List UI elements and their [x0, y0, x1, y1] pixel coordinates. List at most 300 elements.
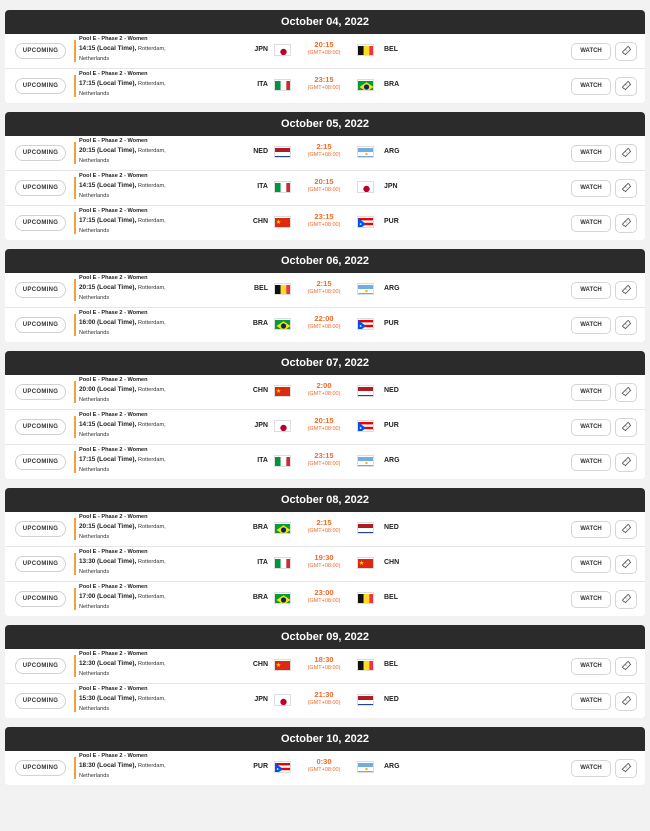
ticket-icon: [621, 384, 632, 402]
venue-city: Rotterdam,: [138, 285, 166, 292]
local-time-line: [79, 318, 229, 328]
kickoff-time: 19:30: [314, 553, 334, 562]
kickoff-time-block: [294, 690, 354, 708]
day-date-header: October 10, 2022: [5, 727, 645, 751]
status-badge: UPCOMING: [15, 78, 66, 94]
away-flag: [357, 146, 374, 158]
day-date-header: October 08, 2022: [5, 488, 645, 512]
away-flag: [357, 557, 374, 569]
venue-country: Netherlands: [79, 329, 110, 336]
match-row[interactable]: [5, 751, 645, 785]
watch-button[interactable]: WATCH: [571, 78, 611, 95]
away-team-code[interactable]: BRA: [384, 81, 400, 88]
kickoff-time: 23:15: [314, 212, 334, 221]
home-flag: [274, 181, 291, 193]
local-time-line: [79, 79, 229, 89]
home-flag: [274, 557, 291, 569]
local-time-suffix: (Local Time),: [97, 80, 137, 88]
ticket-button[interactable]: [615, 383, 637, 402]
away-team-code[interactable]: CHN: [384, 559, 400, 566]
match-row[interactable]: [5, 582, 645, 616]
timezone-label: (GMT+08:00): [307, 289, 341, 295]
home-flag: [274, 146, 291, 158]
local-time-suffix: (Local Time),: [97, 456, 137, 464]
local-time-suffix: (Local Time),: [97, 319, 137, 327]
match-info: [79, 446, 229, 475]
ticket-button[interactable]: [615, 520, 637, 539]
venue-country: Netherlands: [79, 294, 110, 301]
away-team-code[interactable]: ARG: [384, 285, 400, 292]
away-flag: [357, 420, 374, 432]
watch-button[interactable]: WATCH: [571, 454, 611, 471]
local-time-line: [79, 694, 229, 704]
match-info: [79, 207, 229, 236]
pool-label: Pool E - Phase 2 - Women: [79, 651, 148, 657]
status-badge: UPCOMING: [15, 591, 66, 607]
watch-button[interactable]: WATCH: [571, 317, 611, 334]
home-flag: [274, 216, 291, 228]
pool-label: Pool E - Phase 2 - Women: [79, 447, 148, 453]
local-time-line: [79, 522, 229, 532]
match-row[interactable]: [5, 512, 645, 547]
home-team-code[interactable]: ITA: [257, 457, 268, 464]
away-flag: [357, 761, 374, 773]
venue-city: Rotterdam,: [138, 387, 166, 394]
ticket-button[interactable]: [615, 453, 637, 472]
match-list: [5, 273, 645, 342]
venue-country: Netherlands: [79, 192, 110, 199]
match-info: [79, 376, 229, 405]
kickoff-time-block: [294, 655, 354, 673]
kickoff-time-block: [294, 177, 354, 195]
timezone-label: (GMT+08:00): [307, 598, 341, 604]
timezone-label: (GMT+08:00): [307, 563, 341, 569]
accent-divider: [74, 212, 76, 234]
home-team-code[interactable]: BRA: [252, 524, 268, 531]
home-team-code[interactable]: JPN: [254, 46, 268, 53]
watch-button[interactable]: WATCH: [571, 180, 611, 197]
accent-divider: [74, 690, 76, 712]
away-team-code[interactable]: ARG: [384, 457, 400, 464]
kickoff-time: 21:30: [314, 690, 334, 699]
day-group: [5, 112, 645, 240]
status-badge: UPCOMING: [15, 145, 66, 161]
venue-city: Rotterdam,: [138, 422, 166, 429]
match-list: [5, 512, 645, 616]
kickoff-time-block: [294, 757, 354, 775]
kickoff-time: 2:00: [316, 381, 332, 390]
kickoff-time-block: [294, 588, 354, 606]
timezone-label: (GMT+08:00): [307, 426, 341, 432]
watch-button[interactable]: WATCH: [571, 591, 611, 608]
match-row[interactable]: [5, 445, 645, 479]
away-team-code[interactable]: BEL: [384, 661, 398, 668]
watch-button[interactable]: WATCH: [571, 384, 611, 401]
venue-city: Rotterdam,: [138, 594, 166, 601]
venue-city: Rotterdam,: [138, 148, 166, 155]
watch-button[interactable]: WATCH: [571, 145, 611, 162]
match-row[interactable]: [5, 410, 645, 445]
match-list: [5, 375, 645, 479]
away-flag: [357, 592, 374, 604]
accent-divider: [74, 588, 76, 610]
pool-label: Pool E - Phase 2 - Women: [79, 173, 148, 179]
status-badge: UPCOMING: [15, 693, 66, 709]
home-team-code[interactable]: BRA: [252, 320, 268, 327]
pool-label: Pool E - Phase 2 - Women: [79, 275, 148, 281]
away-flag: [357, 181, 374, 193]
match-info: [79, 70, 229, 99]
match-info: [79, 583, 229, 612]
pool-label: Pool E - Phase 2 - Women: [79, 310, 148, 316]
home-team-code[interactable]: BEL: [254, 285, 268, 292]
away-flag: [357, 216, 374, 228]
venue-country: Netherlands: [79, 157, 110, 164]
home-team-code[interactable]: ITA: [257, 183, 268, 190]
local-time-suffix: (Local Time),: [97, 558, 137, 566]
local-time: 17:15: [79, 80, 96, 88]
match-schedule: [5, 10, 645, 794]
match-row[interactable]: [5, 273, 645, 308]
local-time-suffix: (Local Time),: [97, 147, 137, 155]
local-time: 20:00: [79, 386, 96, 394]
home-team-code[interactable]: BRA: [252, 594, 268, 601]
venue-country: Netherlands: [79, 670, 110, 677]
local-time-suffix: (Local Time),: [97, 284, 137, 292]
home-flag: [274, 385, 291, 397]
local-time: 17:15: [79, 217, 96, 225]
venue-country: Netherlands: [79, 533, 110, 540]
match-info: [79, 513, 229, 542]
kickoff-time: 18:30: [314, 655, 334, 664]
kickoff-time: 2:15: [316, 142, 332, 151]
day-date-header: October 05, 2022: [5, 112, 645, 136]
home-team-code[interactable]: ITA: [257, 559, 268, 566]
kickoff-time-block: [294, 279, 354, 297]
kickoff-time-block: [294, 553, 354, 571]
away-team-code[interactable]: ARG: [384, 763, 400, 770]
match-row[interactable]: [5, 69, 645, 103]
local-time-suffix: (Local Time),: [97, 421, 137, 429]
away-flag: [357, 385, 374, 397]
status-badge: UPCOMING: [15, 419, 66, 435]
away-flag: [357, 79, 374, 91]
day-group: [5, 625, 645, 718]
match-info: [79, 650, 229, 679]
home-flag: [274, 44, 291, 56]
kickoff-time: 23:15: [314, 75, 334, 84]
ticket-icon: [621, 760, 632, 778]
local-time-suffix: (Local Time),: [97, 593, 137, 601]
match-row[interactable]: [5, 136, 645, 171]
kickoff-time-block: [294, 518, 354, 536]
venue-city: Rotterdam,: [138, 183, 166, 190]
watch-button[interactable]: WATCH: [571, 760, 611, 777]
away-team-code[interactable]: ARG: [384, 148, 400, 155]
away-flag: [357, 455, 374, 467]
venue-country: Netherlands: [79, 431, 110, 438]
local-time-suffix: (Local Time),: [97, 762, 137, 770]
ticket-button[interactable]: [615, 555, 637, 574]
pool-label: Pool E - Phase 2 - Women: [79, 71, 148, 77]
away-flag: [357, 659, 374, 671]
status-badge: UPCOMING: [15, 521, 66, 537]
local-time: 12:30: [79, 660, 96, 668]
local-time-line: [79, 420, 229, 430]
venue-country: Netherlands: [79, 227, 110, 234]
ticket-button[interactable]: [615, 759, 637, 778]
home-team-code[interactable]: CHN: [252, 661, 268, 668]
local-time-line: [79, 44, 229, 54]
day-date-header: October 04, 2022: [5, 10, 645, 34]
venue-country: Netherlands: [79, 90, 110, 97]
local-time: 20:15: [79, 147, 96, 155]
ticket-button[interactable]: [615, 692, 637, 711]
kickoff-time: 2:15: [316, 279, 332, 288]
match-list: [5, 649, 645, 718]
local-time-line: [79, 455, 229, 465]
timezone-label: (GMT+08:00): [307, 324, 341, 330]
ticket-button[interactable]: [615, 316, 637, 335]
away-team-code[interactable]: NED: [384, 696, 399, 703]
away-team-code[interactable]: PUR: [384, 320, 399, 327]
ticket-button[interactable]: [615, 657, 637, 676]
ticket-button[interactable]: [615, 77, 637, 96]
local-time-suffix: (Local Time),: [97, 523, 137, 531]
home-flag: [274, 79, 291, 91]
timezone-label: (GMT+08:00): [307, 767, 341, 773]
watch-button[interactable]: WATCH: [571, 215, 611, 232]
timezone-label: (GMT+08:00): [307, 50, 341, 56]
venue-country: Netherlands: [79, 603, 110, 610]
venue-city: Rotterdam,: [138, 524, 166, 531]
local-time-line: [79, 385, 229, 395]
day-group: [5, 10, 645, 103]
accent-divider: [74, 381, 76, 403]
watch-button[interactable]: WATCH: [571, 556, 611, 573]
local-time-suffix: (Local Time),: [97, 660, 137, 668]
day-date-header: October 07, 2022: [5, 351, 645, 375]
home-team-code[interactable]: PUR: [253, 763, 268, 770]
ticket-button[interactable]: [615, 281, 637, 300]
match-row[interactable]: [5, 308, 645, 342]
status-badge: UPCOMING: [15, 454, 66, 470]
ticket-icon: [621, 180, 632, 198]
timezone-label: (GMT+08:00): [307, 85, 341, 91]
match-list: [5, 136, 645, 240]
local-time: 18:30: [79, 762, 96, 770]
accent-divider: [74, 279, 76, 301]
day-group: [5, 488, 645, 616]
accent-divider: [74, 416, 76, 438]
local-time: 13:30: [79, 558, 96, 566]
away-team-code[interactable]: BEL: [384, 46, 398, 53]
home-team-code[interactable]: CHN: [252, 218, 268, 225]
match-info: [79, 274, 229, 303]
status-badge: UPCOMING: [15, 43, 66, 59]
venue-country: Netherlands: [79, 466, 110, 473]
kickoff-time-block: [294, 75, 354, 93]
watch-button[interactable]: WATCH: [571, 419, 611, 436]
match-info: [79, 752, 229, 781]
match-row[interactable]: [5, 547, 645, 582]
watch-button[interactable]: WATCH: [571, 282, 611, 299]
home-team-code[interactable]: ITA: [257, 81, 268, 88]
local-time-line: [79, 181, 229, 191]
venue-country: Netherlands: [79, 55, 110, 62]
local-time: 20:15: [79, 523, 96, 531]
kickoff-time-block: [294, 451, 354, 469]
kickoff-time-block: [294, 416, 354, 434]
kickoff-time: 2:15: [316, 518, 332, 527]
venue-country: Netherlands: [79, 568, 110, 575]
accent-divider: [74, 142, 76, 164]
match-info: [79, 309, 229, 338]
pool-label: Pool E - Phase 2 - Women: [79, 138, 148, 144]
accent-divider: [74, 553, 76, 575]
match-info: [79, 172, 229, 201]
pool-label: Pool E - Phase 2 - Women: [79, 377, 148, 383]
pool-label: Pool E - Phase 2 - Women: [79, 36, 148, 42]
accent-divider: [74, 451, 76, 473]
accent-divider: [74, 757, 76, 779]
ticket-icon: [621, 145, 632, 163]
ticket-button[interactable]: [615, 42, 637, 61]
away-team-code[interactable]: NED: [384, 387, 399, 394]
pool-label: Pool E - Phase 2 - Women: [79, 208, 148, 214]
home-team-code[interactable]: JPN: [254, 696, 268, 703]
status-badge: UPCOMING: [15, 556, 66, 572]
home-team-code[interactable]: JPN: [254, 422, 268, 429]
accent-divider: [74, 518, 76, 540]
kickoff-time: 20:15: [314, 40, 334, 49]
day-date-header: October 06, 2022: [5, 249, 645, 273]
ticket-button[interactable]: [615, 179, 637, 198]
local-time: 17:15: [79, 456, 96, 464]
watch-button[interactable]: WATCH: [571, 43, 611, 60]
local-time-line: [79, 659, 229, 669]
accent-divider: [74, 314, 76, 336]
kickoff-time: 0:30: [316, 757, 332, 766]
match-row[interactable]: [5, 171, 645, 206]
status-badge: UPCOMING: [15, 384, 66, 400]
venue-country: Netherlands: [79, 772, 110, 779]
ticket-button[interactable]: [615, 590, 637, 609]
local-time-suffix: (Local Time),: [97, 217, 137, 225]
local-time: 14:15: [79, 182, 96, 190]
away-flag: [357, 44, 374, 56]
kickoff-time-block: [294, 212, 354, 230]
match-row[interactable]: [5, 206, 645, 240]
away-team-code[interactable]: JPN: [384, 183, 398, 190]
kickoff-time-block: [294, 314, 354, 332]
ticket-icon: [621, 282, 632, 300]
match-info: [79, 411, 229, 440]
day-group: [5, 249, 645, 342]
accent-divider: [74, 40, 76, 62]
away-flag: [357, 283, 374, 295]
venue-country: Netherlands: [79, 705, 110, 712]
local-time-line: [79, 283, 229, 293]
local-time: 17:00: [79, 593, 96, 601]
day-group: [5, 727, 645, 785]
timezone-label: (GMT+08:00): [307, 222, 341, 228]
timezone-label: (GMT+08:00): [307, 528, 341, 534]
venue-city: Rotterdam,: [138, 559, 166, 566]
ticket-button[interactable]: [615, 418, 637, 437]
home-team-code[interactable]: NED: [253, 148, 268, 155]
watch-button[interactable]: WATCH: [571, 521, 611, 538]
local-time: 15:30: [79, 695, 96, 703]
ticket-button[interactable]: [615, 144, 637, 163]
match-info: [79, 685, 229, 714]
local-time: 16:00: [79, 319, 96, 327]
home-flag: [274, 283, 291, 295]
ticket-icon: [621, 454, 632, 472]
match-row[interactable]: [5, 684, 645, 718]
local-time-line: [79, 592, 229, 602]
venue-city: Rotterdam,: [138, 81, 166, 88]
match-row[interactable]: [5, 375, 645, 410]
ticket-button[interactable]: [615, 214, 637, 233]
local-time-line: [79, 761, 229, 771]
kickoff-time: 20:15: [314, 177, 334, 186]
home-team-code[interactable]: CHN: [252, 387, 268, 394]
ticket-icon: [621, 317, 632, 335]
home-flag: [274, 694, 291, 706]
away-flag: [357, 522, 374, 534]
kickoff-time: 20:15: [314, 416, 334, 425]
away-flag: [357, 318, 374, 330]
away-team-code[interactable]: PUR: [384, 422, 399, 429]
home-flag: [274, 761, 291, 773]
match-row[interactable]: [5, 649, 645, 684]
match-row[interactable]: [5, 34, 645, 69]
away-team-code[interactable]: NED: [384, 524, 399, 531]
ticket-icon: [621, 419, 632, 437]
venue-city: Rotterdam,: [138, 661, 166, 668]
match-info: [79, 137, 229, 166]
watch-button[interactable]: WATCH: [571, 658, 611, 675]
accent-divider: [74, 655, 76, 677]
watch-button[interactable]: WATCH: [571, 693, 611, 710]
local-time-suffix: (Local Time),: [97, 695, 137, 703]
away-team-code[interactable]: BEL: [384, 594, 398, 601]
away-team-code[interactable]: PUR: [384, 218, 399, 225]
match-list: [5, 34, 645, 103]
status-badge: UPCOMING: [15, 215, 66, 231]
day-group: [5, 351, 645, 479]
local-time-suffix: (Local Time),: [97, 182, 137, 190]
day-date-header: October 09, 2022: [5, 625, 645, 649]
ticket-icon: [621, 78, 632, 96]
pool-label: Pool E - Phase 2 - Women: [79, 753, 148, 759]
venue-city: Rotterdam,: [138, 218, 166, 225]
timezone-label: (GMT+08:00): [307, 665, 341, 671]
local-time-suffix: (Local Time),: [97, 386, 137, 394]
timezone-label: (GMT+08:00): [307, 152, 341, 158]
ticket-icon: [621, 556, 632, 574]
status-badge: UPCOMING: [15, 658, 66, 674]
timezone-label: (GMT+08:00): [307, 187, 341, 193]
accent-divider: [74, 75, 76, 97]
home-flag: [274, 659, 291, 671]
ticket-icon: [621, 693, 632, 711]
match-info: [79, 548, 229, 577]
local-time: 14:15: [79, 421, 96, 429]
kickoff-time-block: [294, 142, 354, 160]
pool-label: Pool E - Phase 2 - Women: [79, 549, 148, 555]
